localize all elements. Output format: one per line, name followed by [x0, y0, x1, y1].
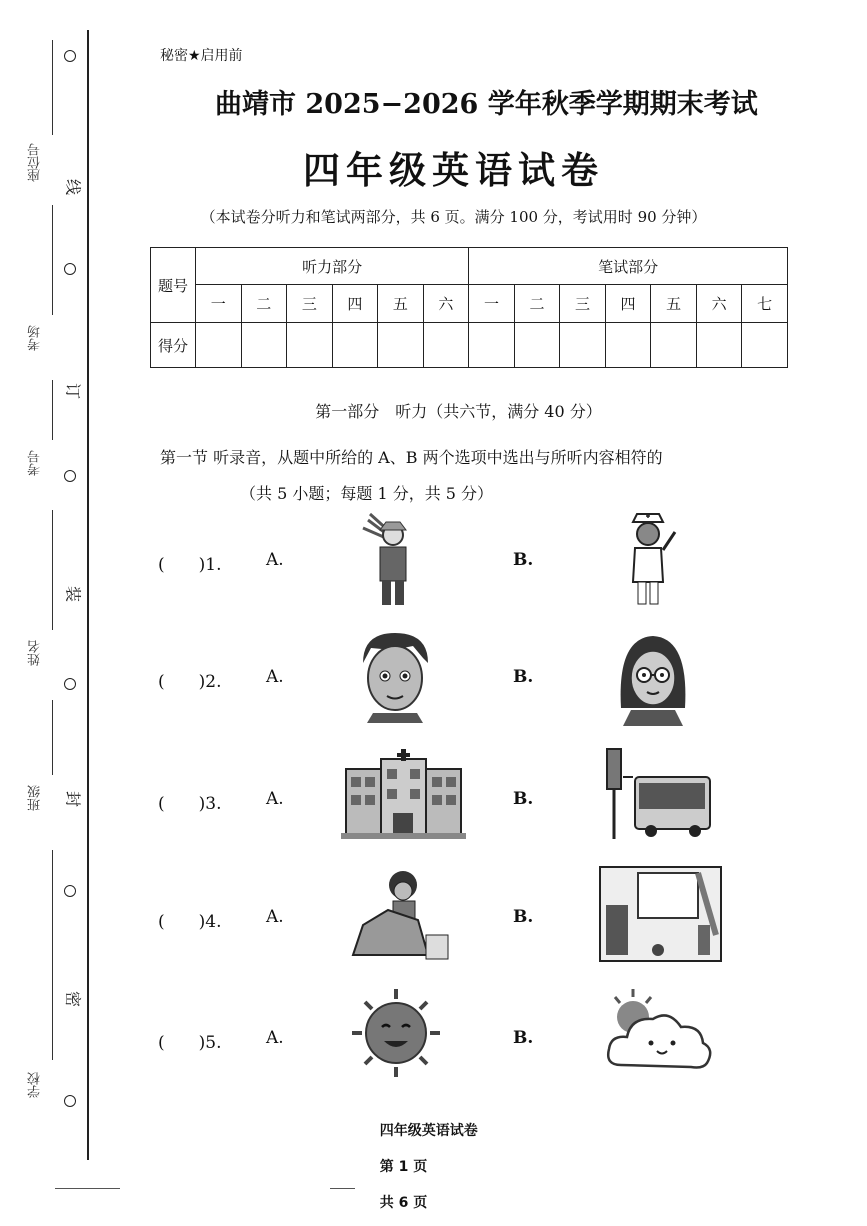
- question-number[interactable]: ( )1.: [158, 555, 222, 575]
- margin-field-room: 考场: [28, 325, 43, 351]
- bus-stop-icon: [603, 747, 713, 842]
- confidential-label: 秘密★启用前: [160, 48, 243, 64]
- score-cell[interactable]: [469, 323, 515, 368]
- score-cell[interactable]: [560, 323, 606, 368]
- binding-char: 订: [65, 380, 82, 400]
- option-b-label: B.: [513, 1028, 534, 1048]
- binding-char: 装: [65, 583, 82, 603]
- margin-field-seat: 座位号: [28, 143, 43, 182]
- margin-field-name: 姓名: [28, 640, 43, 666]
- binding-line: [87, 30, 89, 1160]
- margin-line: [52, 510, 53, 630]
- col-label: 四: [332, 285, 378, 323]
- score-cell[interactable]: [605, 323, 651, 368]
- score-table: [150, 247, 788, 368]
- hospital-icon: [341, 747, 466, 842]
- col-label: 一: [196, 285, 242, 323]
- question-row: [158, 625, 798, 735]
- binding-char: 密: [65, 988, 82, 1008]
- scan-edge-line: [55, 1188, 120, 1189]
- margin-field-school: 学校: [28, 1072, 43, 1098]
- col-label: 六: [423, 285, 469, 323]
- cleaning-icon: [348, 865, 453, 965]
- listening-header: 听力部分: [196, 248, 469, 285]
- question-row: [158, 865, 798, 975]
- option-a-label: A.: [266, 667, 284, 687]
- col-label: 五: [378, 285, 424, 323]
- score-cell[interactable]: [696, 323, 742, 368]
- question-row: [158, 505, 798, 615]
- page-footer: [370, 1104, 478, 1212]
- score-cell[interactable]: [378, 323, 424, 368]
- row-label-question: 题号: [151, 248, 196, 323]
- col-label: 三: [560, 285, 606, 323]
- col-label: 五: [651, 285, 697, 323]
- girl-glasses-icon: [613, 628, 693, 726]
- exam-note: （本试卷分听力和笔试两部分，共 6 页。满分 100 分，考试用时 90 分钟）: [200, 208, 707, 226]
- binding-char: 线: [65, 176, 82, 196]
- score-cell[interactable]: [423, 323, 469, 368]
- binding-circle-icon: [64, 470, 76, 482]
- section-heading: 第一节 听录音，从题中所给的 A、B 两个选项中选出与所听内容相符的: [160, 448, 663, 467]
- exam-title: 曲靖市 2025−2026 学年秋季学期期末考试: [215, 89, 758, 120]
- question-row: [158, 745, 798, 855]
- window-room-icon: [598, 865, 723, 965]
- score-cell[interactable]: [651, 323, 697, 368]
- part-heading: 第一部分 听力（共六节，满分 40 分）: [315, 402, 602, 421]
- question-number[interactable]: ( )5.: [158, 1033, 222, 1053]
- score-cell[interactable]: [742, 323, 788, 368]
- score-cell[interactable]: [196, 323, 242, 368]
- score-cell[interactable]: [514, 323, 560, 368]
- col-label: 二: [514, 285, 560, 323]
- option-b-label: B.: [513, 550, 534, 570]
- question-row: [158, 985, 798, 1095]
- footer-paper: 四年级英语试卷: [379, 1123, 478, 1139]
- binding-circle-icon: [64, 263, 76, 275]
- margin-field-class: 班级: [28, 785, 43, 811]
- writing-header: 笔试部分: [469, 248, 788, 285]
- footer-page: 第 1 页: [379, 1159, 428, 1175]
- col-label: 二: [241, 285, 287, 323]
- option-b-label: B.: [513, 907, 534, 927]
- margin-line: [52, 850, 53, 1060]
- col-label: 四: [605, 285, 651, 323]
- option-b-label: B.: [513, 667, 534, 687]
- question-number[interactable]: ( )4.: [158, 912, 222, 932]
- option-a-label: A.: [266, 550, 284, 570]
- option-a-label: A.: [266, 789, 284, 809]
- option-b-label: B.: [513, 789, 534, 809]
- scan-edge-line: [330, 1188, 355, 1189]
- binding-circle-icon: [64, 885, 76, 897]
- footer-total: 共 6 页: [379, 1195, 428, 1211]
- col-label: 一: [469, 285, 515, 323]
- col-label: 七: [742, 285, 788, 323]
- col-label: 六: [696, 285, 742, 323]
- option-a-label: A.: [266, 1028, 284, 1048]
- binding-circle-icon: [64, 1095, 76, 1107]
- binding-char: 封: [65, 788, 82, 808]
- paper-title: 四年级英语试卷: [303, 149, 604, 192]
- score-cell[interactable]: [332, 323, 378, 368]
- question-number[interactable]: ( )3.: [158, 794, 222, 814]
- sun-icon: [350, 987, 442, 1079]
- question-number[interactable]: ( )2.: [158, 672, 222, 692]
- boy-face-icon: [353, 628, 438, 723]
- margin-line: [52, 700, 53, 775]
- cloud-sun-icon: [603, 987, 718, 1077]
- option-a-label: A.: [266, 907, 284, 927]
- col-label: 三: [287, 285, 333, 323]
- farmer-icon: [358, 510, 428, 610]
- score-cell[interactable]: [241, 323, 287, 368]
- nurse-icon: [613, 510, 683, 610]
- score-cell[interactable]: [287, 323, 333, 368]
- margin-field-examno: 考号: [28, 450, 43, 476]
- binding-circle-icon: [64, 50, 76, 62]
- binding-circle-icon: [64, 678, 76, 690]
- section-subheading: （共 5 小题；每题 1 分，共 5 分）: [240, 484, 494, 503]
- row-label-score: 得分: [151, 323, 196, 368]
